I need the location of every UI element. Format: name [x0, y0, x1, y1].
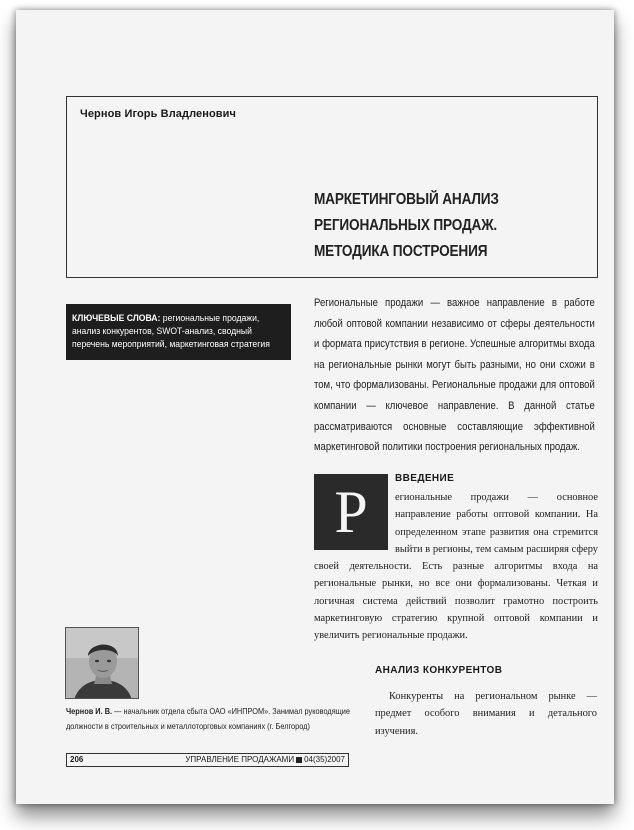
section-heading-competitors: АНАЛИЗ КОНКУРЕНТОВ — [375, 665, 503, 676]
square-icon — [296, 757, 302, 763]
keywords-label: КЛЮЧЕВЫЕ СЛОВА: — [72, 312, 161, 323]
abstract — [314, 293, 596, 458]
article-title — [314, 187, 552, 265]
introduction-text: егиональные продажи — основное направление работы оптовой компании. На определенном этапе развития она стремится выйти в регионы, тем самым расширяя сферу своей деятельности. Есть разные алгоритмы входа на региональные рынки, но все они формализованы. Четкая и логичная система действий позволит грамотно построить маркетинговую стратегию крупной оптовой компании и увеличить региональные продажи. — [314, 492, 598, 642]
section-competitors-text: Конкуренты на региональном рынке — предмет особого внимания и детального изучения. — [375, 691, 597, 737]
page-number: 206 — [70, 755, 84, 764]
title-line-3: МЕТОДИКА ПОСТРОЕНИЯ — [314, 243, 488, 260]
header-box — [66, 96, 598, 278]
journal-name: УПРАВЛЕНИЕ ПРОДАЖАМИ — [185, 755, 295, 764]
author-name: Чернов Игорь Владленович — [80, 108, 237, 120]
abstract-text: Региональные продажи — важное направление в работе любой оптовой компании независимо от сферы деятельности и формата присутствия в регионе. Успешные алгоритмы входа на региональные рынки могут быть разными, но они схожи в том, что формализованы. Региональные продажи для оптовой компании — ключевое направление. В данной статье рассматриваются основные составляющие эффективной маркетинговой политики построения региональных продаж. — [314, 297, 595, 454]
title-line-1: МАРКЕТИНГОВЫЙ АНАЛИЗ — [314, 191, 499, 208]
section-heading-introduction: ВВЕДЕНИЕ — [395, 473, 455, 484]
keywords-box — [66, 304, 291, 360]
section-introduction-text — [314, 489, 598, 645]
magazine-page — [16, 10, 614, 804]
author-bio — [66, 705, 366, 734]
author-photo — [65, 627, 139, 699]
bio-text: — начальник отдела сбыта ОАО «ИНПРОМ». Занимал руководящие должности в строительных и металлоторговых компаниях (г. Белгород) — [66, 707, 350, 731]
portrait-image — [66, 628, 139, 699]
drop-cap: Р — [314, 474, 388, 550]
page-footer — [66, 753, 349, 767]
journal-info — [185, 754, 345, 766]
journal-issue: 04(35)2007 — [304, 755, 345, 764]
title-line-2: РЕГИОНАЛЬНЫХ ПРОДАЖ. — [314, 217, 497, 234]
bio-name: Чернов И. В. — [66, 707, 113, 716]
keywords-text: региональные продажи, анализ конкурентов, SWOT-анализ, сводный перечень мероприятий, маркетинговая стратегия — [72, 312, 270, 350]
